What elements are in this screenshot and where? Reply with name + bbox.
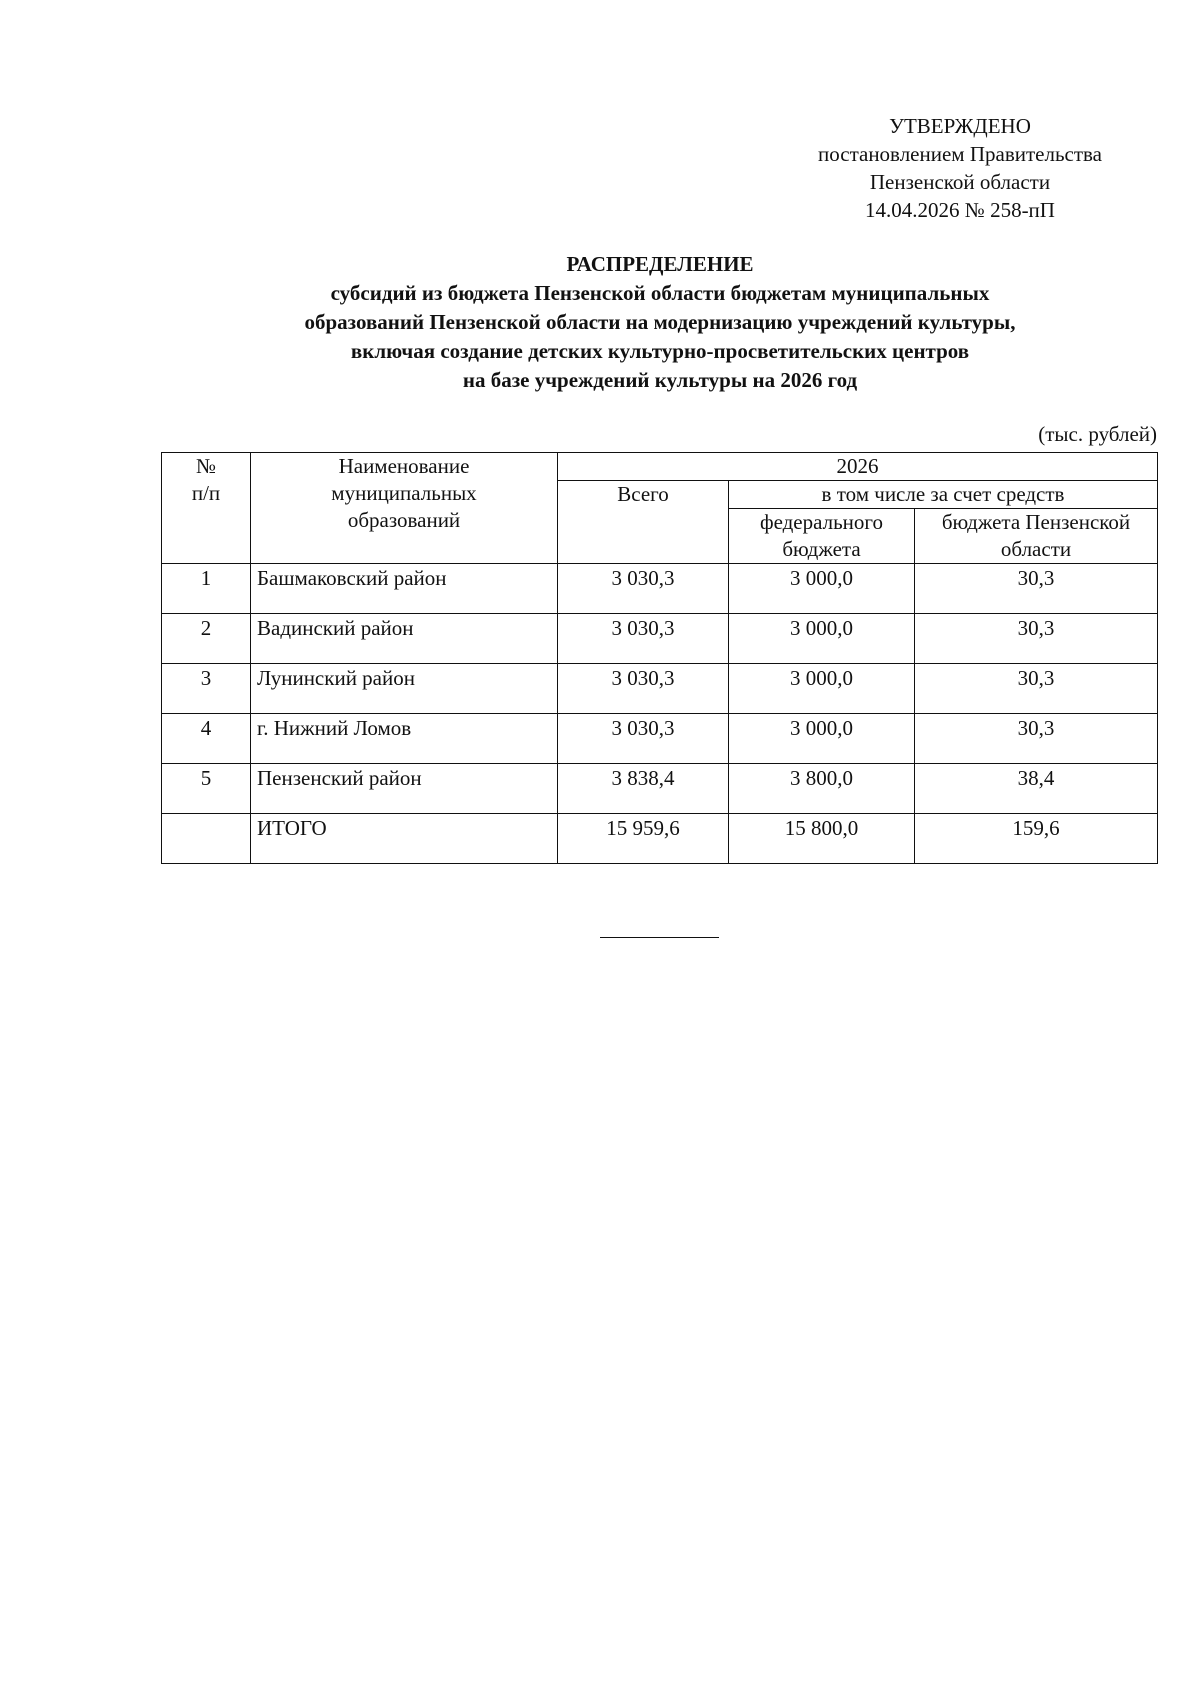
- document-heading: РАСПРЕДЕЛЕНИЕ: [566, 252, 754, 276]
- row-name: Лунинский район: [251, 664, 558, 714]
- row-regional: 159,6: [915, 814, 1158, 864]
- row-total: 3 030,3: [558, 614, 729, 664]
- row-federal: 3 800,0: [729, 764, 915, 814]
- header-name-line-3: образований: [347, 508, 461, 532]
- row-regional: 30,3: [915, 564, 1158, 614]
- table-body: [162, 564, 1158, 864]
- row-number: 3: [162, 664, 251, 714]
- row-regional: 30,3: [915, 614, 1158, 664]
- header-regional-line-1: бюджета Пензенской: [941, 510, 1131, 534]
- table-header: [162, 453, 1158, 564]
- distribution-table: [161, 452, 1158, 864]
- table-row: [162, 764, 1158, 814]
- row-federal: 3 000,0: [729, 564, 915, 614]
- row-regional: 30,3: [915, 664, 1158, 714]
- row-name: Башмаковский район: [251, 564, 558, 614]
- row-name: Вадинский район: [251, 614, 558, 664]
- table-row: [162, 714, 1158, 764]
- header-federal-line-2: бюджета: [782, 537, 861, 561]
- document-subtitle-line-2: образований Пензенской области на модернизацию учреждений культуры,: [304, 310, 1016, 334]
- row-federal: 3 000,0: [729, 714, 915, 764]
- header-name-line-1: Наименование: [338, 454, 470, 478]
- row-federal: 15 800,0: [729, 814, 915, 864]
- row-federal: 3 000,0: [729, 664, 915, 714]
- row-number: 2: [162, 614, 251, 664]
- row-number: 4: [162, 714, 251, 764]
- row-number: [162, 814, 251, 864]
- document-subtitle-line-1: субсидий из бюджета Пензенской области бюджетам муниципальных: [330, 281, 990, 305]
- end-of-document-rule: [600, 937, 719, 938]
- row-number: 1: [162, 564, 251, 614]
- row-total: 3 030,3: [558, 664, 729, 714]
- approval-authority: постановлением Правительства: [817, 142, 1102, 166]
- table-row: [162, 564, 1158, 614]
- row-total: 3 838,4: [558, 764, 729, 814]
- header-year: 2026: [558, 453, 1158, 481]
- row-regional: 38,4: [915, 764, 1158, 814]
- document-subtitle-line-3: включая создание детских культурно-просветительских центров: [350, 339, 970, 363]
- row-federal: 3 000,0: [729, 614, 915, 664]
- document-subtitle-line-4: на базе учреждений культуры на 2026 год: [462, 368, 858, 392]
- header-name-line-2: муниципальных: [331, 481, 477, 505]
- row-total: 3 030,3: [558, 564, 729, 614]
- header-name: [251, 453, 558, 564]
- row-number: 5: [162, 764, 251, 814]
- header-federal: [729, 509, 915, 564]
- row-total: 3 030,3: [558, 714, 729, 764]
- table-total-row: [162, 814, 1158, 864]
- header-number-line-2: п/п: [191, 481, 221, 505]
- approval-stamp: [780, 112, 1140, 224]
- row-regional: 30,3: [915, 714, 1158, 764]
- header-total: Всего: [558, 481, 729, 564]
- row-name: ИТОГО: [251, 814, 558, 864]
- header-number-line-1: №: [195, 454, 217, 478]
- row-total: 15 959,6: [558, 814, 729, 864]
- document-title: [160, 250, 1160, 395]
- header-including: в том числе за счет средств: [729, 481, 1158, 509]
- table-row: [162, 664, 1158, 714]
- row-name: Пензенский район: [251, 764, 558, 814]
- row-name: г. Нижний Ломов: [251, 714, 558, 764]
- header-regional-line-2: области: [1000, 537, 1072, 561]
- approval-region: Пензенской области: [869, 170, 1051, 194]
- header-federal-line-1: федерального: [759, 510, 884, 534]
- units-note: (тыс. рублей): [1038, 422, 1157, 446]
- header-number: [162, 453, 251, 564]
- approval-title: УТВЕРЖДЕНО: [889, 114, 1031, 138]
- table-row: [162, 614, 1158, 664]
- approval-date-number: 14.04.2026 № 258-пП: [865, 198, 1055, 222]
- header-regional: [915, 509, 1158, 564]
